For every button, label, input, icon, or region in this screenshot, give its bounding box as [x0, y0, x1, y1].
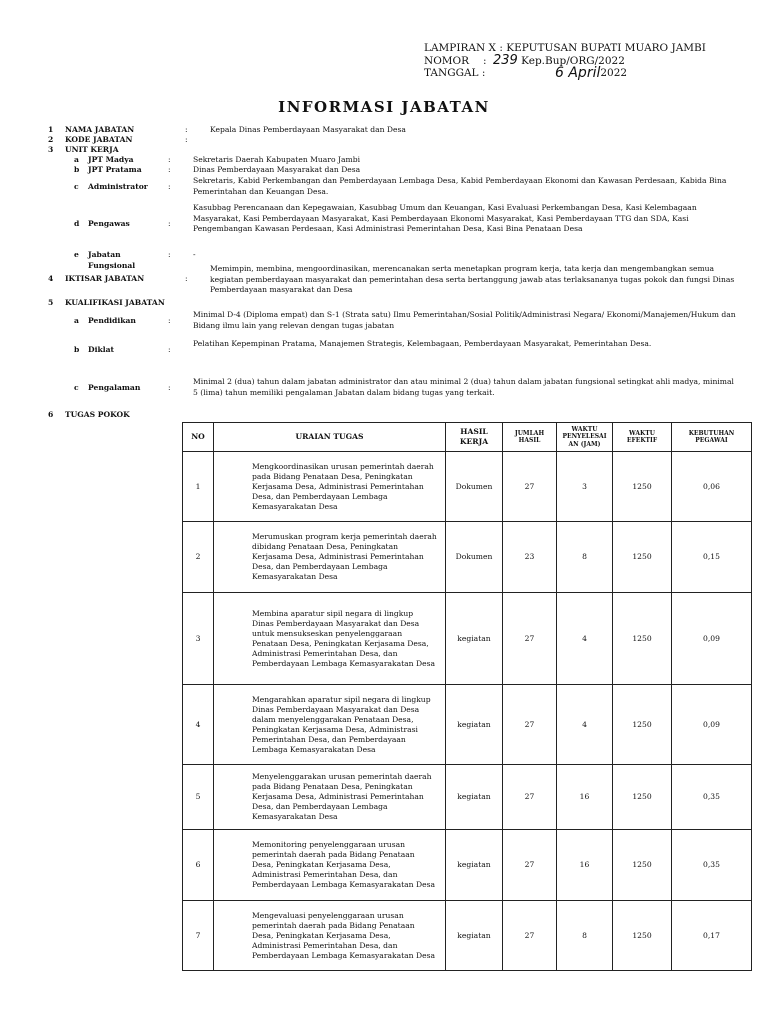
- pengalaman-label: Pengalaman: [88, 383, 141, 392]
- row-kebutuhan: 0,35: [672, 830, 752, 901]
- info-row-jpt-pratama: [48, 165, 738, 176]
- page-title: INFORMASI JABATAN: [278, 98, 490, 116]
- lampiran-value: KEPUTUSAN BUPATI MUARO JAMBI: [506, 42, 706, 54]
- row-jumlah: 27: [503, 685, 557, 765]
- colon: :: [168, 250, 171, 259]
- row-hasil: kegiatan: [446, 685, 503, 765]
- document-header: [424, 42, 724, 80]
- row-no: 4: [183, 685, 214, 765]
- pengawas-value: Kasubbag Perencanaan dan Kepegawaian, Kasubbag Umum dan Keuangan, Kasi Evaluasi Perkembangan Desa, Kasi Kelembagaan Masyarakat, Kasi Pemberdayaan Masyarakat, Kasi Pemberdayaan Ekonomi Masyarakat, Kasi Pemberdayaan TTG dan SDA, Kasi Pengembangan Kawasan Perdesaan, Kasi Administrasi Pemerintahan Desa, Kasi Bina Penataan Desa: [193, 203, 697, 233]
- tugas-pokok-heading: [48, 410, 130, 419]
- administrator-value: Sekretaris, Kabid Perkembangan dan Pemberdayaan Lembaga Desa, Kabid Pemberdayaan Ekonomi dan Kawasan Perdesaan, Kabida Bina Pemerintahan dan Keuangan Desa.: [193, 176, 727, 196]
- table-row: [183, 765, 752, 830]
- row-uraian: Mengarahkan aparatur sipil negara di lingkup Dinas Pemberdayaan Masyarakat dan Desa dalam menyelenggarakan Penataan Desa, Peningkatan Kerjasama Desa, Administrasi Pemerintahan Desa, dan Pemberdayaan Lembaga Kemasyarakatan Desa: [214, 685, 446, 765]
- row-kebutuhan: 0,35: [672, 765, 752, 830]
- tanggal-handwritten: 6 April: [555, 65, 601, 81]
- info-row-kode: [48, 135, 738, 146]
- colon: :: [185, 135, 188, 144]
- row-no: 3: [183, 593, 214, 685]
- pengalaman-value: Minimal 2 (dua) tahun dalam jabatan administrator dan atau minimal 2 (dua) tahun dalam jabatan fungsional setingkat ahli madya, minimal 5 (lima) tahun memiliki pengalaman Jabatan dalam bidang tugas yang terkait.: [193, 377, 734, 397]
- row-waktu: 3: [557, 452, 613, 522]
- table-row: [183, 830, 752, 901]
- row-kebutuhan: 0,15: [672, 522, 752, 593]
- row-waktu: 8: [557, 901, 613, 971]
- kode-jabatan-value: [210, 135, 738, 146]
- sub-letter: b: [74, 345, 80, 354]
- row-waktu: 16: [557, 765, 613, 830]
- sub-letter: a: [74, 155, 79, 164]
- row-no: 2: [183, 522, 214, 593]
- row-efektif: 1250: [613, 522, 672, 593]
- table-row: [183, 593, 752, 685]
- row-jumlah: 27: [503, 830, 557, 901]
- tasks-table: [182, 422, 752, 971]
- kode-jabatan-label: KODE JABATAN: [65, 135, 133, 144]
- colon: :: [168, 345, 171, 354]
- diklat-label: Diklat: [88, 345, 115, 354]
- lampiran-label: LAMPIRAN X :: [424, 42, 503, 54]
- info-row-administrator: [48, 176, 738, 197]
- row-uraian: Mengkoordinasikan urusan pemerintah daerah pada Bidang Penataan Desa, Peningkatan Kerjasama Desa, Administrasi Pemerintahan Desa, dan Pemberdayaan Lembaga Kemasyarakatan Desa: [214, 452, 446, 522]
- sub-letter: c: [74, 182, 79, 191]
- row-jumlah: 23: [503, 522, 557, 593]
- colon: :: [168, 155, 171, 164]
- jpt-pratama-label: JPT Pratama: [88, 165, 142, 174]
- row-efektif: 1250: [613, 765, 672, 830]
- row-uraian: Merumuskan program kerja pemerintah daerah dibidang Penataan Desa, Peningkatan Kerjasama Desa, Administrasi Pemerintahan Desa, dan Pemberdayaan Lembaga Kemasyarakatan Desa: [214, 522, 446, 593]
- pengawas-label: Pengawas: [88, 219, 130, 228]
- col-no-header: NO: [183, 423, 214, 452]
- info-row-diklat: [48, 339, 738, 356]
- row-kebutuhan: 0,17: [672, 901, 752, 971]
- colon: :: [168, 383, 171, 392]
- jpt-pratama-value: Dinas Pemberdayaan Masyarakat dan Desa: [193, 165, 361, 174]
- row-efektif: 1250: [613, 685, 672, 765]
- colon: :: [168, 165, 171, 174]
- sub-letter: a: [74, 316, 79, 325]
- col-waktu-penyelesaian-header: WAKTU PENYELESAI AN (JAM): [557, 423, 613, 452]
- table-row: [183, 685, 752, 765]
- row-no: 1: [183, 452, 214, 522]
- colon: :: [168, 316, 171, 325]
- tanggal-line: [424, 67, 724, 80]
- nomor-handwritten: 239: [493, 52, 518, 68]
- jpt-madya-value: Sekretaris Daerah Kabupaten Muaro Jambi: [193, 155, 361, 164]
- row-waktu: 16: [557, 830, 613, 901]
- jpt-madya-label: JPT Madya: [88, 155, 134, 164]
- tanggal-value: 2022: [600, 67, 628, 79]
- pendidikan-label: Pendidikan: [88, 316, 136, 325]
- lampiran-line: [424, 42, 724, 55]
- col-waktu-efektif-header: WAKTU EFEKTIF: [613, 423, 672, 452]
- info-row-kualifikasi: [48, 298, 738, 309]
- nomor-label: NOMOR: [424, 54, 470, 67]
- row-waktu: 4: [557, 593, 613, 685]
- colon: :: [185, 125, 188, 134]
- nomor-value: Kep.Bup/ORG/2022: [521, 54, 625, 67]
- row-no: 7: [183, 901, 214, 971]
- info-row-pengawas: [48, 203, 738, 235]
- row-jumlah: 27: [503, 901, 557, 971]
- colon: :: [168, 219, 171, 228]
- col-jumlah-header: JUMLAH HASIL: [503, 423, 557, 452]
- table-row: [183, 901, 752, 971]
- row-efektif: 1250: [613, 593, 672, 685]
- jabatan-fungsional-value: -: [193, 250, 196, 259]
- row-waktu: 4: [557, 685, 613, 765]
- info-row-pendidikan: [48, 310, 738, 331]
- pendidikan-value: Minimal D-4 (Diploma empat) dan S-1 (Strata satu) Ilmu Pemerintahan/Sosial Politik/Administrasi Negara/ Ekonomi/Manajemen/Hukum dan Bidang ilmu lain yang relevan dengan tugas jabatan: [193, 310, 736, 330]
- iktisar-jabatan-value: Memimpin, membina, mengoordinasikan, merencanakan serta menetapkan program kerja, tata kerja dan mengembangkan semua kegiatan pemberdayaan masyarakat dan pemerintahan desa serta bertanggung jawab atas terlaksananya tugas pokok dan fungsi Dinas Pemberdayaan masyarakat dan Desa: [210, 264, 735, 294]
- kualifikasi-jabatan-label: KUALIFIKASI JABATAN: [65, 298, 165, 307]
- table-row: [183, 452, 752, 522]
- col-uraian-header: URAIAN TUGAS: [214, 423, 446, 452]
- row-kebutuhan: 0,06: [672, 452, 752, 522]
- nama-jabatan-value: Kepala Dinas Pemberdayaan Masyarakat dan Desa: [210, 125, 406, 134]
- row-jumlah: 27: [503, 452, 557, 522]
- iktisar-jabatan-label: IKTISAR JABATAN: [65, 274, 145, 283]
- row-waktu: 8: [557, 522, 613, 593]
- administrator-label: Administrator: [88, 182, 148, 191]
- row-kebutuhan: 0,09: [672, 685, 752, 765]
- item-number: 4: [48, 274, 54, 283]
- diklat-value: Pelatihan Kepempinan Pratama, Manajemen Strategis, Kelembagaan, Pemberdayaan Masyarakat, Pemerintahan Desa.: [193, 339, 652, 348]
- row-hasil: Dokumen: [446, 452, 503, 522]
- unit-kerja-label: UNIT KERJA: [65, 145, 119, 154]
- nama-jabatan-label: NAMA JABATAN: [65, 125, 135, 134]
- row-efektif: 1250: [613, 901, 672, 971]
- item-number: 5: [48, 298, 54, 307]
- row-hasil: kegiatan: [446, 830, 503, 901]
- tanggal-label: TANGGAL :: [424, 67, 486, 79]
- row-hasil: kegiatan: [446, 901, 503, 971]
- col-kebutuhan-header: KEBUTUHAN PEGAWAI: [672, 423, 752, 452]
- row-efektif: 1250: [613, 830, 672, 901]
- row-hasil: kegiatan: [446, 593, 503, 685]
- tugas-pokok-label: TUGAS POKOK: [65, 410, 130, 419]
- sub-letter: d: [74, 219, 80, 228]
- info-row-unit: [48, 145, 738, 156]
- col-hasil-header: HASIL KERJA: [446, 423, 503, 452]
- row-uraian: Membina aparatur sipil negara di lingkup Dinas Pemberdayaan Masyarakat dan Desa untuk mensukseskan penyelenggaraan Penataan Desa, Peningkatan Kerjasama Desa, Administrasi Pemerintahan Desa, dan Pemberdayaan Lembaga Kemasyarakatan Desa: [214, 593, 446, 685]
- item-number: 6: [48, 410, 54, 419]
- row-uraian: Menyelenggarakan urusan pemerintah daerah pada Bidang Penataan Desa, Peningkatan Kerjasama Desa, Administrasi Pemerintahan Desa, dan Pemberdayaan Lembaga Kemasyarakatan Desa: [214, 765, 446, 830]
- sub-letter: e: [74, 250, 79, 259]
- row-kebutuhan: 0,09: [672, 593, 752, 685]
- sub-letter: c: [74, 383, 79, 392]
- colon: :: [185, 274, 188, 283]
- item-number: 2: [48, 135, 54, 144]
- info-row-iktisar: [48, 264, 738, 296]
- nomor-separator: :: [483, 54, 487, 67]
- row-uraian: Mengevaluasi penyelenggaraan urusan pemerintah daerah pada Bidang Penataan Desa, Peningkatan Kerjasama Desa, Administrasi Pemerintahan Desa, dan Pemberdayaan Lembaga Kemasyarakatan Desa: [214, 901, 446, 971]
- row-jumlah: 27: [503, 593, 557, 685]
- row-no: 5: [183, 765, 214, 830]
- info-row-nama: [48, 125, 738, 136]
- jabatan-fungsional-label: Jabatan Fungsional: [88, 250, 136, 270]
- info-row-jpt-madya: [48, 155, 738, 166]
- item-number: 3: [48, 145, 54, 154]
- table-row: [183, 522, 752, 593]
- row-hasil: Dokumen: [446, 522, 503, 593]
- table-header-row: [183, 423, 752, 452]
- item-number: 1: [48, 125, 54, 134]
- row-uraian: Memonitoring penyelenggaraan urusan pemerintah daerah pada Bidang Penataan Desa, Peningkatan Kerjasama Desa, Administrasi Pemerintahan Desa, dan Pemberdayaan Lembaga Kemasyarakatan Desa: [214, 830, 446, 901]
- colon: :: [168, 182, 171, 191]
- info-row-pengalaman: [48, 377, 738, 398]
- row-efektif: 1250: [613, 452, 672, 522]
- row-hasil: kegiatan: [446, 765, 503, 830]
- row-jumlah: 27: [503, 765, 557, 830]
- sub-letter: b: [74, 165, 80, 174]
- row-no: 6: [183, 830, 214, 901]
